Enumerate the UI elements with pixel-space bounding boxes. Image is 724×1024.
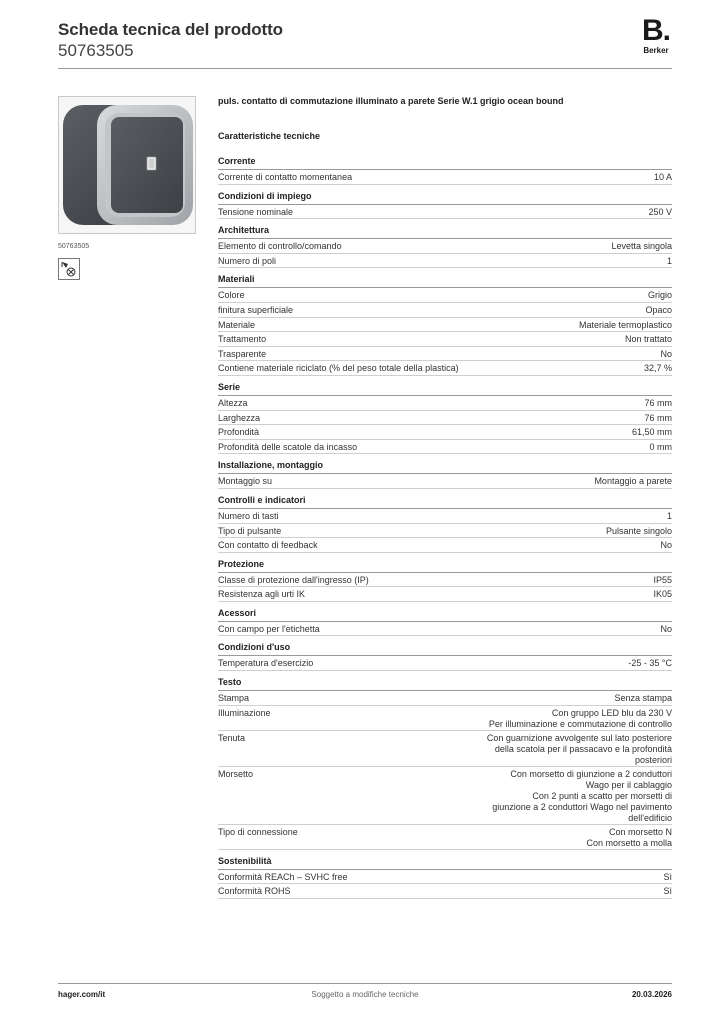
- spec-label: Montaggio su: [218, 476, 273, 487]
- spec-row: [218, 318, 672, 333]
- spec-label: Con contatto di feedback: [218, 540, 318, 551]
- spec-value: [492, 769, 672, 824]
- section-heading: Caratteristiche tecniche: [218, 131, 321, 141]
- spec-row: [218, 440, 672, 455]
- spec-label: finitura superficiale: [218, 304, 294, 315]
- spec-row: [218, 538, 672, 553]
- page-footer: [58, 990, 672, 1002]
- spec-value: [614, 693, 672, 704]
- spec-value-line: Con gruppo LED blu da 230 V: [551, 707, 672, 718]
- spec-group-title: Testo: [218, 677, 672, 691]
- spec-label: Tensione nominale: [218, 206, 294, 217]
- spec-value-line: Grigio: [647, 290, 672, 301]
- switch-illustration: [59, 97, 195, 233]
- spec-value-line: No: [660, 623, 672, 634]
- product-photo: [58, 96, 196, 234]
- spec-row: [218, 509, 672, 524]
- spec-group-title: Architettura: [218, 225, 672, 239]
- berker-logo: [640, 14, 672, 56]
- spec-value-line: giunzione a 2 conduttori Wago nel pavimento: [492, 801, 672, 812]
- spec-group: [218, 274, 672, 376]
- spec-label: Morsetto: [218, 768, 254, 779]
- spec-value-line: della scatola per il passacavo e la profondità: [494, 743, 672, 754]
- spec-label: Numero di poli: [218, 255, 277, 266]
- spec-row: [218, 587, 672, 602]
- spec-value-line: Wago per il cablaggio: [585, 779, 672, 790]
- spec-value-line: No: [660, 540, 672, 551]
- spec-value-line: 32,7 %: [643, 363, 672, 374]
- spec-value: [628, 658, 672, 669]
- spec-value-line: Per illuminazione e commutazione di controllo: [488, 718, 672, 729]
- spec-row: [218, 239, 672, 254]
- spec-label: Tipo di pulsante: [218, 525, 282, 536]
- spec-value-line: Pulsante singolo: [605, 525, 672, 536]
- spec-group-title: Sostenibilità: [218, 856, 672, 870]
- spec-value: [648, 290, 672, 301]
- spec-group: [218, 495, 672, 553]
- spec-row: [218, 767, 672, 825]
- spec-value-line: Montaggio a parete: [594, 476, 672, 487]
- spec-label: Resistenza agli urti IK: [218, 589, 306, 600]
- spec-value-line: -25 - 35 °C: [628, 658, 672, 669]
- spec-row: [218, 361, 672, 376]
- spec-label: Materiale: [218, 319, 256, 330]
- spec-row: [218, 870, 672, 885]
- spec-group-title: Materiali: [218, 274, 672, 288]
- footer-website: hager.com/it: [58, 990, 106, 999]
- spec-value-line: 1: [666, 255, 672, 266]
- spec-value-line: dell'edificio: [628, 812, 672, 823]
- image-caption-code: 50763505: [58, 243, 90, 250]
- spec-label: Conformità ROHS: [218, 886, 291, 897]
- spec-group-title: Acessori: [218, 608, 672, 622]
- spec-row: [218, 170, 672, 185]
- spec-group: [218, 677, 672, 850]
- spec-group-title: Installazione, montaggio: [218, 460, 672, 474]
- spec-label: Numero di tasti: [218, 510, 279, 521]
- spec-label: Classe di protezione dall'ingresso (IP): [218, 574, 369, 585]
- spec-label: Trattamento: [218, 334, 267, 345]
- document-title: Scheda tecnica del prodotto: [58, 20, 283, 39]
- logo-wordmark: Berker: [643, 46, 669, 55]
- spec-value-line: Con morsetto di giunzione a 2 conduttori: [510, 768, 672, 779]
- spec-row: [218, 254, 672, 269]
- header-divider: [58, 68, 672, 69]
- spec-value-line: posteriori: [634, 754, 672, 765]
- spec-value-line: Materiale termoplastico: [578, 319, 672, 330]
- spec-group: [218, 225, 672, 268]
- spec-row: [218, 573, 672, 588]
- spec-row: [218, 425, 672, 440]
- spec-value-line: 61,50 mm: [631, 427, 672, 438]
- spec-label: Illuminazione: [218, 707, 271, 718]
- spec-group: [218, 191, 672, 220]
- spec-row: [218, 332, 672, 347]
- document-header: [58, 14, 672, 70]
- spec-label: Con campo per l'etichetta: [218, 623, 320, 634]
- spec-group-title: Controlli e indicatori: [218, 495, 672, 509]
- spec-group: [218, 156, 672, 185]
- waste-disposal-symbol-icon: [58, 258, 80, 280]
- spec-value-line: Sì: [663, 886, 672, 897]
- spec-row: [218, 524, 672, 539]
- spec-value: [644, 363, 672, 374]
- spec-group: [218, 559, 672, 602]
- spec-row: [218, 691, 672, 706]
- spec-label: Profondità: [218, 427, 260, 438]
- spec-row: [218, 205, 672, 220]
- footer-date: 20.03.2026: [631, 990, 672, 999]
- spec-group: [218, 608, 672, 637]
- spec-value-line: 76 mm: [644, 397, 672, 408]
- spec-row: [218, 706, 672, 731]
- spec-value-line: IP55: [653, 574, 672, 585]
- spec-value-line: 250 V: [648, 206, 672, 217]
- spec-value: [606, 526, 672, 537]
- spec-value: [653, 575, 672, 586]
- spec-row: [218, 825, 672, 850]
- spec-groups: [218, 156, 672, 899]
- spec-label: Tipo di connessione: [218, 826, 298, 837]
- spec-value: [667, 511, 672, 522]
- spec-value: [654, 172, 672, 183]
- product-image-column: [58, 96, 198, 280]
- spec-value: [650, 442, 673, 453]
- footer-divider: [58, 983, 672, 984]
- spec-value: [645, 305, 672, 316]
- spec-label: Temperatura d'esercizio: [218, 658, 314, 669]
- spec-label: Trasparente: [218, 348, 267, 359]
- spec-value-line: Levetta singola: [611, 241, 672, 252]
- spec-group-title: Serie: [218, 382, 672, 396]
- spec-value: [579, 320, 672, 331]
- spec-value-line: Con morsetto N: [608, 826, 672, 837]
- spec-group: [218, 642, 672, 671]
- spec-label: Profondità delle scatole da incasso: [218, 441, 358, 452]
- spec-label: Corrente di contatto momentanea: [218, 172, 353, 182]
- spec-value: [663, 872, 672, 883]
- spec-label: Stampa: [218, 693, 250, 704]
- spec-value: [632, 427, 672, 438]
- spec-row: [218, 656, 672, 671]
- spec-value-line: Con guarnizione avvolgente sul lato posteriore: [486, 732, 672, 743]
- spec-row: [218, 303, 672, 318]
- spec-value-line: Sì: [663, 871, 672, 882]
- spec-value: [489, 708, 672, 730]
- spec-value: [667, 256, 672, 267]
- spec-group-title: Condizioni d'uso: [218, 642, 672, 656]
- spec-value-line: Con morsetto a molla: [586, 837, 672, 848]
- spec-value: [653, 589, 672, 600]
- spec-value-line: No: [660, 348, 672, 359]
- spec-row: [218, 347, 672, 362]
- spec-value-line: 0 mm: [649, 441, 672, 452]
- spec-value-line: Senza stampa: [614, 693, 672, 704]
- spec-value: [660, 540, 672, 551]
- spec-value: [594, 476, 672, 487]
- spec-row: [218, 474, 672, 489]
- spec-label: Larghezza: [218, 412, 261, 423]
- spec-value: [625, 334, 672, 345]
- specifications-column: [218, 96, 672, 899]
- spec-value-line: 76 mm: [644, 412, 672, 423]
- spec-value-line: Non trattato: [624, 334, 672, 345]
- spec-row: [218, 731, 672, 767]
- spec-value: [660, 624, 672, 635]
- spec-value: [660, 349, 672, 360]
- document-product-code: 50763505: [58, 41, 134, 60]
- spec-label: Contiene materiale riciclato (% del peso totale della plastica): [218, 363, 459, 374]
- spec-label: Colore: [218, 290, 245, 301]
- spec-group: [218, 856, 672, 899]
- spec-row: [218, 411, 672, 426]
- spec-value: [586, 827, 672, 849]
- spec-group-title: Condizioni di impiego: [218, 191, 672, 205]
- spec-row: [218, 884, 672, 899]
- spec-value-line: Opaco: [645, 304, 672, 315]
- spec-value-line: Con 2 punti a scatto per morsetti di: [532, 790, 672, 801]
- spec-group-title: Protezione: [218, 559, 672, 573]
- spec-label: Elemento di controllo/comando: [218, 241, 342, 252]
- logo-letter: B.: [642, 14, 670, 47]
- spec-value-line: 1: [666, 510, 672, 521]
- spec-value-line: 10 A: [653, 172, 672, 182]
- spec-group-title: Corrente: [218, 156, 672, 170]
- product-title: puls. contatto di commutazione illuminato a parete Serie W.1 grigio ocean bound: [218, 96, 564, 106]
- spec-value: [644, 413, 672, 424]
- spec-label: Tenuta: [218, 732, 246, 743]
- spec-value-line: IK05: [653, 589, 672, 600]
- spec-value: [648, 207, 672, 218]
- spec-value: [644, 398, 672, 409]
- spec-label: Altezza: [218, 397, 248, 408]
- spec-group: [218, 460, 672, 489]
- spec-row: [218, 288, 672, 303]
- spec-row: [218, 396, 672, 411]
- spec-row: [218, 622, 672, 637]
- spec-group: [218, 382, 672, 454]
- spec-value: [611, 241, 672, 252]
- spec-label: Conformità REACh – SVHC free: [218, 871, 348, 882]
- footer-notice: Soggetto a modifiche tecniche: [311, 990, 419, 999]
- spec-value: [663, 886, 672, 897]
- spec-value: [487, 733, 672, 766]
